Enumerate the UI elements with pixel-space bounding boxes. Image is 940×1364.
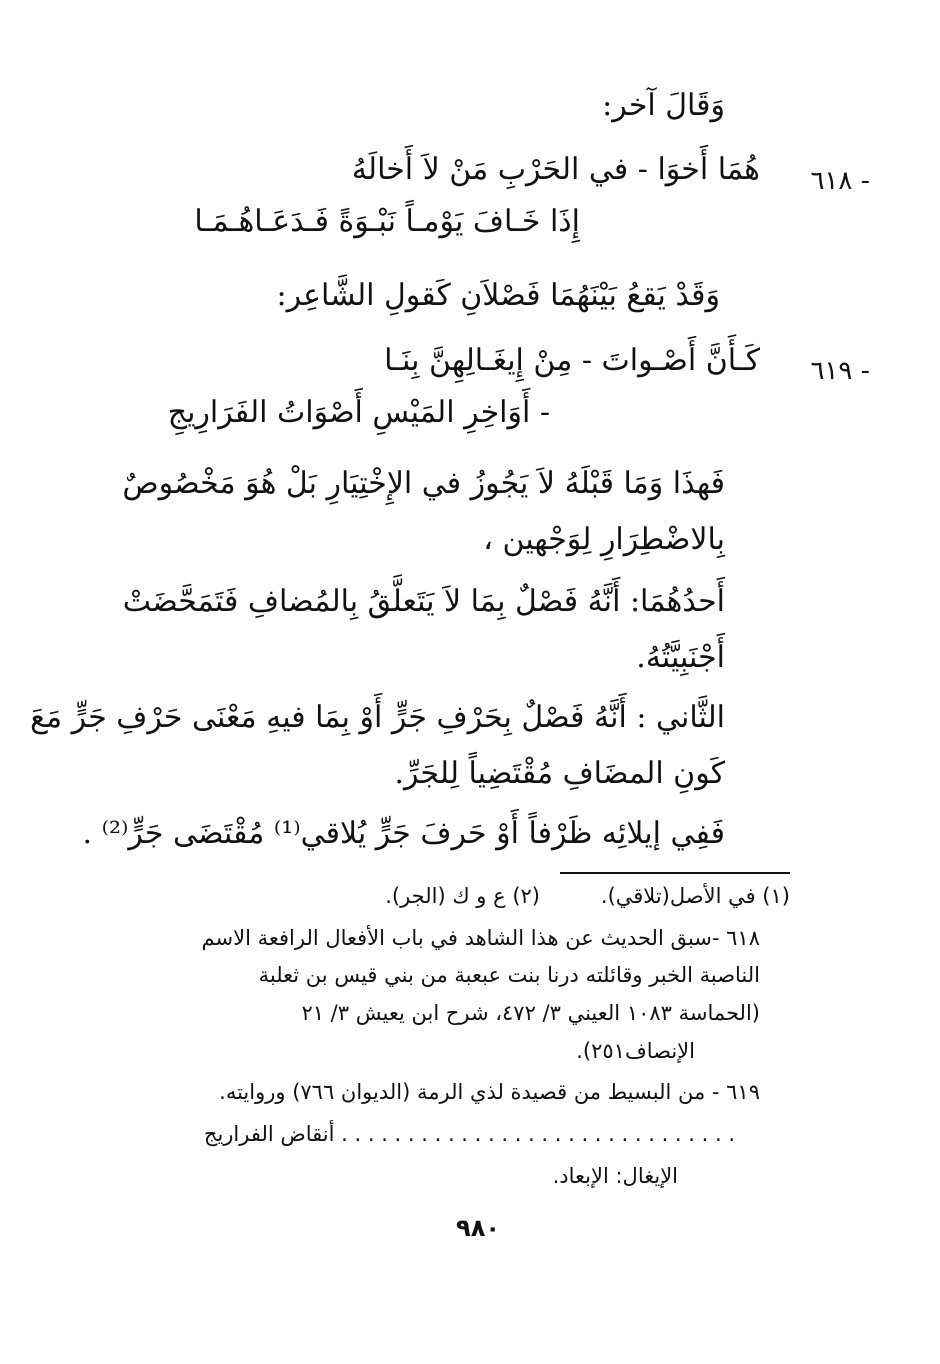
footnote-1: (١) في الأصل(تلاقي). — [600, 884, 790, 908]
verse-619-line2: - أَوَاخِرِ المَيْسِ أَصْوَاتُ الفَرَارِيجِ — [167, 395, 550, 430]
note-619-line3: الإيغال: الإبعاد. — [552, 1164, 678, 1188]
footnote-separator — [560, 872, 790, 874]
paragraph-2-line1: أَحدُهُمَا: أَنَّهُ فَصْلٌ بِمَا لاَ يَتَعلَّقُ بِالمُضافِ فَتَمَحَّضَتْ — [122, 584, 725, 619]
note-618-line2: الناصبة الخبر وقائلته درنا بنت عبعبة من بني قيس بن ثعلبة — [258, 963, 760, 987]
note-619-line1: ٦١٩ - من البسيط من قصيدة لذي الرمة (الديوان ٧٦٦) وروايته. — [219, 1080, 760, 1104]
paragraph-3-line2: كَونِ المضَافِ مُقْتَضِياً لِلجَرِّ. — [394, 756, 725, 791]
note-618-line3: (الحماسة ١٠٨٣ العيني ٣/ ٤٧٢، شرح ابن يعيش ٣/ ٢١ — [301, 1001, 760, 1025]
paragraph-1-line2: بِالاضْطِرَارِ لِوَجْهين ، — [483, 522, 725, 557]
verse-618-number: ٦١٨ - — [810, 166, 870, 196]
footnote-2: (٢) ع و ك (الجر). — [385, 884, 540, 908]
final-verse: فَفِي إيلائِه ظَرْفاً أَوْ حَرفَ جَرٍّ يُلاقي⁽¹⁾ مُقْتَضَى جَرٍّ⁽²⁾ . — [82, 816, 725, 851]
paragraph-1-line1: فَهذَا وَمَا قَبْلَهُ لاَ يَجُوزُ في الإِخْتِيَارِ بَلْ هُوَ مَخْصُوصٌ — [122, 466, 725, 501]
paragraph-3-line1: الثَّاني : أَنَّهُ فَصْلٌ بِحَرْفِ جَرٍّ أَوْ بِمَا فيهِ مَعْنَى حَرْفِ جَرٍّ مَعَ — [30, 700, 725, 735]
note-618-line4: الإنصاف٢٥١). — [576, 1039, 695, 1063]
verse-619-line1: كَـأَنَّ أَصْـواتَ - مِنْ إِيغَـالِهِنَّ بِنَـا — [384, 343, 760, 378]
verse-618-line2: إِذَا خَـافَ يَوْمـاً نَبْـوَةً فَـدَعَـاهُـمَـا — [194, 204, 580, 239]
intro-line-2: وَقَدْ يَقعُ بَيْنَهُمَا فَصْلاَنِ كَقولِ الشَّاعِر: — [276, 278, 720, 313]
paragraph-2-line2: أَجْنَبِيَّتُهُ. — [636, 640, 725, 675]
verse-618-line1: هُمَا أَخوَا - في الحَرْبِ مَنْ لاَ أَخالَهُ — [351, 152, 760, 187]
verse-619-number: ٦١٩ - — [810, 356, 870, 386]
intro-line: وَقَالَ آخر: — [602, 88, 725, 123]
note-619-line2: . . . . . . . . . . . . . . . . . . . . . . . . . . . . . . أنقاض الفراريج — [203, 1122, 735, 1146]
page-number: ٩٨٠ — [456, 1214, 500, 1242]
note-618-line1: ٦١٨ -سبق الحديث عن هذا الشاهد في باب الأفعال الرافعة الاسم — [201, 926, 760, 950]
